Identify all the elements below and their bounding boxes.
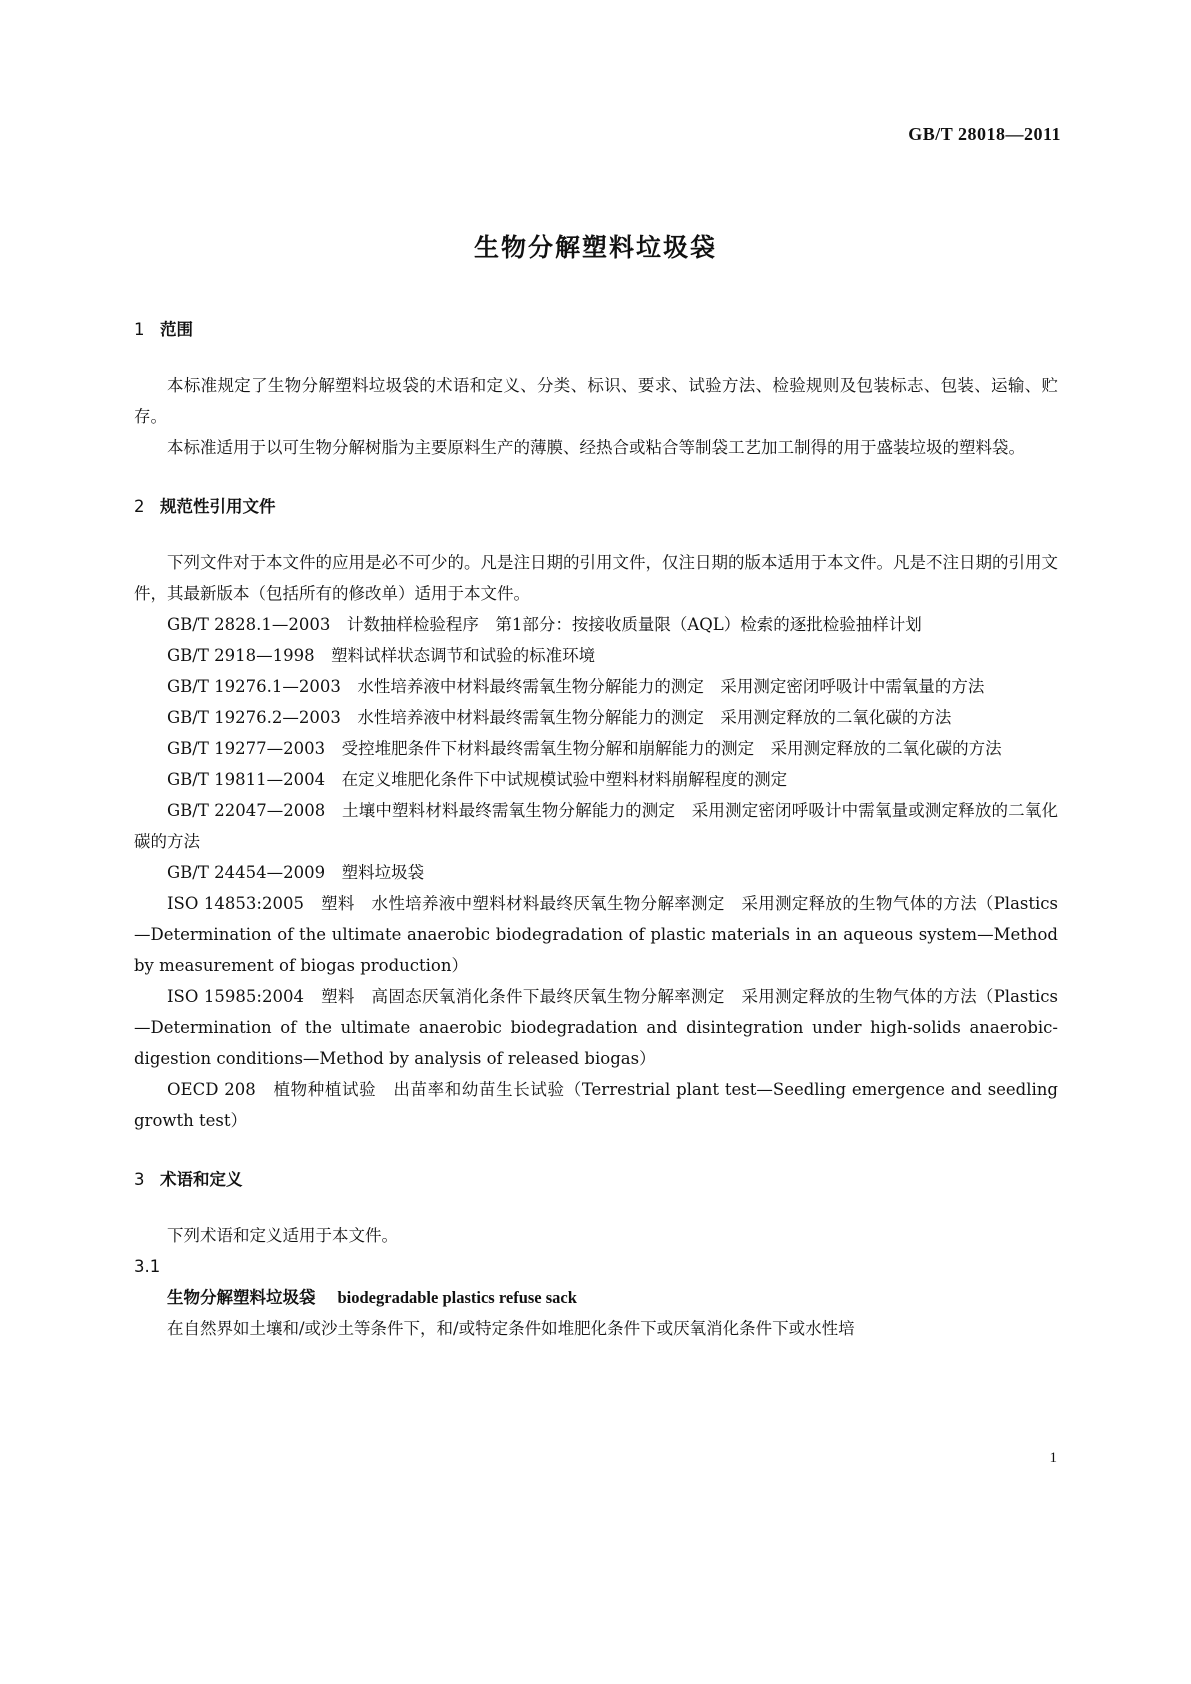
reference-item: ISO 15985:2004 塑料 高固态厌氧消化条件下最终厌氧生物分解率测定 采用测定释放的生物气体的方法（Plastics—Determination of the ultimate anaerobic biodegradation and disintegration under high-solids anaerobic-digestion conditions—Method by analysis of released biogas） <box>134 987 1058 1068</box>
term-chinese: 生物分解塑料垃圾袋 <box>167 1288 316 1307</box>
section-heading-terms <box>134 1166 1058 1190</box>
section-title: 规范性引用文件 <box>160 497 276 516</box>
reference-item: ISO 14853:2005 塑料 水性培养液中塑料材料最终厌氧生物分解率测定 采用测定释放的生物气体的方法（Plastics—Determination of the ultimate anaerobic biodegradation of plastic materials in an aqueous system—Method by measurement of biogas production） <box>134 894 1058 975</box>
document-body <box>134 316 1058 1344</box>
document-title: 生物分解塑料垃圾袋 <box>473 233 717 262</box>
section-number: 3 <box>134 1170 145 1189</box>
term-english: biodegradable plastics refuse sack <box>337 1288 577 1307</box>
reference-item: GB/T 19277—2003 受控堆肥条件下材料最终需氧生物分解和崩解能力的测定 采用测定释放的二氧化碳的方法 <box>167 739 1002 758</box>
paragraph: 本标准适用于以可生物分解树脂为主要原料生产的薄膜、经热合或粘合等制袋工艺加工制得的用于盛装垃圾的塑料袋。 <box>167 438 1025 457</box>
section-heading-normative-references <box>134 493 1058 517</box>
reference-item: GB/T 19811—2004 在定义堆肥化条件下中试规模试验中塑料材料崩解程度的测定 <box>167 770 788 789</box>
term-definition: 在自然界如土壤和/或沙土等条件下，和/或特定条件如堆肥化条件下或厌氧消化条件下或水性培 <box>167 1319 855 1338</box>
page-number: 1 <box>1049 1450 1057 1466</box>
reference-item: GB/T 24454—2009 塑料垃圾袋 <box>167 863 425 882</box>
paragraph: 下列术语和定义适用于本文件。 <box>167 1226 398 1245</box>
reference-item: GB/T 2828.1—2003 计数抽样检验程序 第1部分：按接收质量限（AQL）检索的逐批检验抽样计划 <box>167 615 922 634</box>
term-number: 3.1 <box>134 1257 161 1276</box>
section-heading-scope <box>134 316 1058 340</box>
reference-item: GB/T 22047—2008 土壤中塑料材料最终需氧生物分解能力的测定 采用测定密闭呼吸计中需氧量或测定释放的二氧化碳的方法 <box>134 801 1058 851</box>
section-title: 术语和定义 <box>160 1170 243 1189</box>
section-title: 范围 <box>160 320 193 339</box>
reference-item: GB/T 2918—1998 塑料试样状态调节和试验的标准环境 <box>167 646 596 665</box>
standard-code: GB/T 28018—2011 <box>908 124 1061 144</box>
section-number: 1 <box>134 320 145 339</box>
section-number: 2 <box>134 497 145 516</box>
paragraph: 下列文件对于本文件的应用是必不可少的。凡是注日期的引用文件，仅注日期的版本适用于本文件。凡是不注日期的引用文件，其最新版本（包括所有的修改单）适用于本文件。 <box>134 553 1058 603</box>
term-entry <box>134 1282 1058 1313</box>
reference-item: GB/T 19276.2—2003 水性培养液中材料最终需氧生物分解能力的测定 采用测定释放的二氧化碳的方法 <box>167 708 952 727</box>
reference-item: GB/T 19276.1—2003 水性培养液中材料最终需氧生物分解能力的测定 采用测定密闭呼吸计中需氧量的方法 <box>167 677 985 696</box>
reference-item: OECD 208 植物种植试验 出苗率和幼苗生长试验（Terrestrial plant test—Seedling emergence and seedling growth test） <box>134 1080 1058 1130</box>
paragraph: 本标准规定了生物分解塑料垃圾袋的术语和定义、分类、标识、要求、试验方法、检验规则及包装标志、包装、运输、贮存。 <box>134 376 1058 426</box>
